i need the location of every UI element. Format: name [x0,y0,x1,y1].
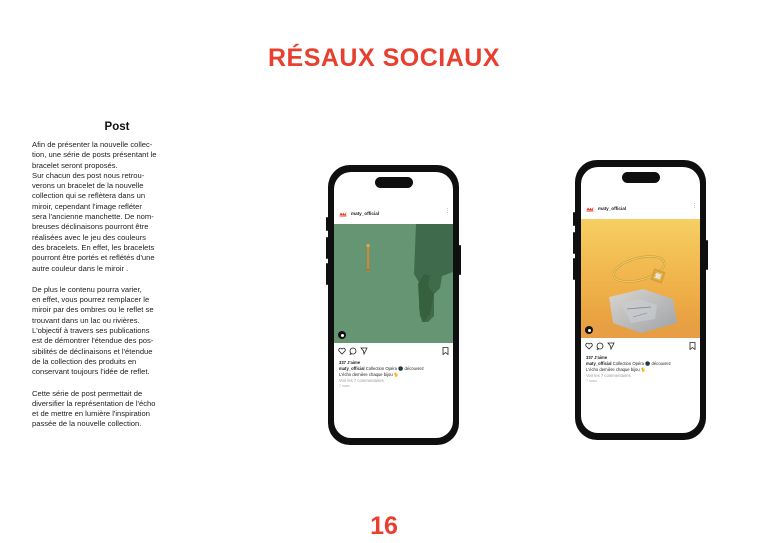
more-options-icon[interactable]: ⋮ [445,208,450,214]
phone-screen [581,167,700,433]
share-icon[interactable] [607,342,615,350]
phone-mockup-2 [575,160,706,440]
phone-mockup-1 [328,165,459,445]
page-title: RÉSAUX SOCIAUX [267,44,501,72]
view-comments-link[interactable]: Voir les 7 commentaires [586,373,631,378]
comment-icon[interactable] [349,347,357,355]
likes-count: 337 J'aime [586,355,608,360]
gold-ring-image [581,219,700,338]
section-heading: Post [104,121,130,133]
share-icon[interactable] [360,347,368,355]
paragraph-3: Cette série de post permettait de diversifier la représentation de l'écho et de mettre en lumière l'inspiration passée de la nouvelle collection. [32,388,156,429]
avatar[interactable] [586,205,594,213]
post-text-column [32,121,202,441]
post-image[interactable] [334,224,453,343]
post-time: 7 mars [339,384,350,388]
heart-icon[interactable] [585,342,593,350]
bookmark-icon[interactable] [442,347,449,355]
username[interactable]: maty_official [598,206,627,211]
post-header [586,205,695,215]
username[interactable]: maty_official [351,211,380,216]
avatar[interactable] [339,210,347,218]
more-options-icon[interactable]: ⋮ [692,203,697,209]
view-comments-link[interactable]: Voir les 7 commentaires [339,378,384,383]
caption: maty_official Collection Opéra 🌑 découvrez [339,366,424,371]
page-number: 16 [370,512,398,540]
caption: maty_official Collection Opéra 🌑 découvrez [586,361,671,366]
paragraph-2: De plus le contenu pourra varier, en effet, vous pourrez remplacer le miroir par des ombres ou le reflet se trouvant dans un lac ou rivières. L'objectif à travers ses publications est de démontrer l'étendue des pos- sibilités de déclinaisons et l'étendue de la collection des produits en conservant toujours l'idée de reflet. [32,284,154,377]
phone-screen [334,172,453,438]
bookmark-icon[interactable] [689,342,696,350]
comment-icon[interactable] [596,342,604,350]
post-header [339,210,448,220]
paragraph-1: Afin de présenter la nouvelle collec- tion, une série de posts présentant le bracelet seront proposés. Sur chacun des post nous retrou- verons un bracelet de la nouvelle collection qui se reflètera dans un miroir, cependant l'image refléter sera l'ancienne manchette. De nom- breuses déclinaisons pourront être réalisées avec le jeu des couleurs des bracelets. En effet, les bracelets pourront être portés et reflétés d'une autre couleur dans le miroir . [32,140,157,273]
post-actions [338,347,449,355]
post-time: 7 mars [586,379,597,383]
caption-line-2: L'écho dernière chaque bijou 🐈 [339,371,400,377]
likes-count: 337 J'aime [339,360,361,365]
user-tag-icon[interactable] [585,326,593,334]
caption-line-2: L'écho dernière chaque bijou 🐈 [586,366,647,372]
green-wall-image [334,224,453,343]
user-tag-icon[interactable] [338,331,346,339]
post-image[interactable] [581,219,700,338]
heart-icon[interactable] [338,347,346,355]
post-actions [585,342,696,350]
dynamic-island [622,172,660,183]
dynamic-island [375,177,413,188]
